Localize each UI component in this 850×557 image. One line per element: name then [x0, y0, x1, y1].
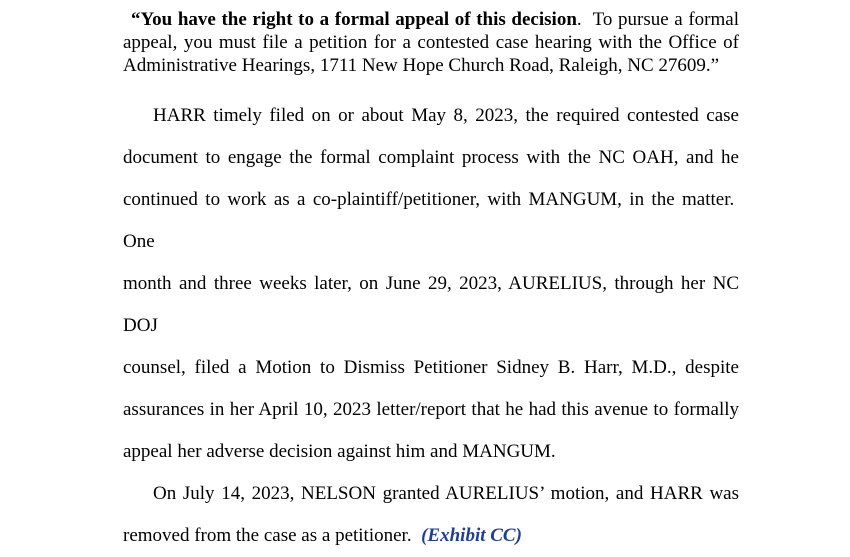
- text-segment: assurances in her April 10, 2023 letter/report that he had this avenue to formally: [123, 399, 739, 420]
- text-line: [123, 431, 739, 473]
- text-segment: On July 14, 2023, NELSON granted AURELIUS’ motion, and HARR was: [153, 483, 739, 504]
- text-segment: . To pursue a formal: [576, 9, 740, 30]
- document-body: [123, 8, 739, 557]
- text-segment: counsel, filed a Motion to Dismiss Petitioner Sidney B. Harr, M.D., despite: [123, 357, 739, 378]
- text-segment: removed from the case as a petitioner.: [123, 525, 422, 546]
- text-line: [123, 31, 739, 54]
- paragraphs-container: [123, 95, 739, 557]
- text-segment: appeal her adverse decision against him and MANGUM.: [123, 441, 556, 462]
- text-line: [123, 389, 739, 431]
- text-segment: HARR timely filed on or about May 8, 2023, the required contested case: [153, 105, 739, 126]
- text-line: [123, 515, 739, 557]
- paragraph-harr-filing: [123, 95, 739, 473]
- document-page: [0, 8, 850, 546]
- text-line: [123, 179, 739, 263]
- text-line: [123, 137, 739, 179]
- text-line: [123, 54, 739, 77]
- text-line: [123, 473, 739, 515]
- paragraph-nelson-ruling: [123, 473, 739, 557]
- text-line: [123, 263, 739, 347]
- blockquote-appeal-rights: [123, 8, 739, 77]
- text-segment: “You have the right to a formal appeal of this decision: [131, 9, 577, 30]
- exhibit-cc-link[interactable]: (Exhibit CC): [421, 525, 522, 546]
- text-segment: document to engage the formal complaint process with the NC OAH, and he: [123, 147, 739, 168]
- text-line: [123, 95, 739, 137]
- text-line: [123, 8, 739, 31]
- text-segment: month and three weeks later, on June 29, 2023, AURELIUS, through her NC DOJ: [123, 273, 739, 336]
- text-line: [123, 347, 739, 389]
- text-segment: appeal, you must file a petition for a contested case hearing with the Office of: [123, 32, 739, 53]
- text-segment: continued to work as a co-plaintiff/petitioner, with MANGUM, in the matter. One: [123, 189, 739, 252]
- text-segment: Administrative Hearings, 1711 New Hope Church Road, Raleigh, NC 27609.”: [123, 55, 720, 76]
